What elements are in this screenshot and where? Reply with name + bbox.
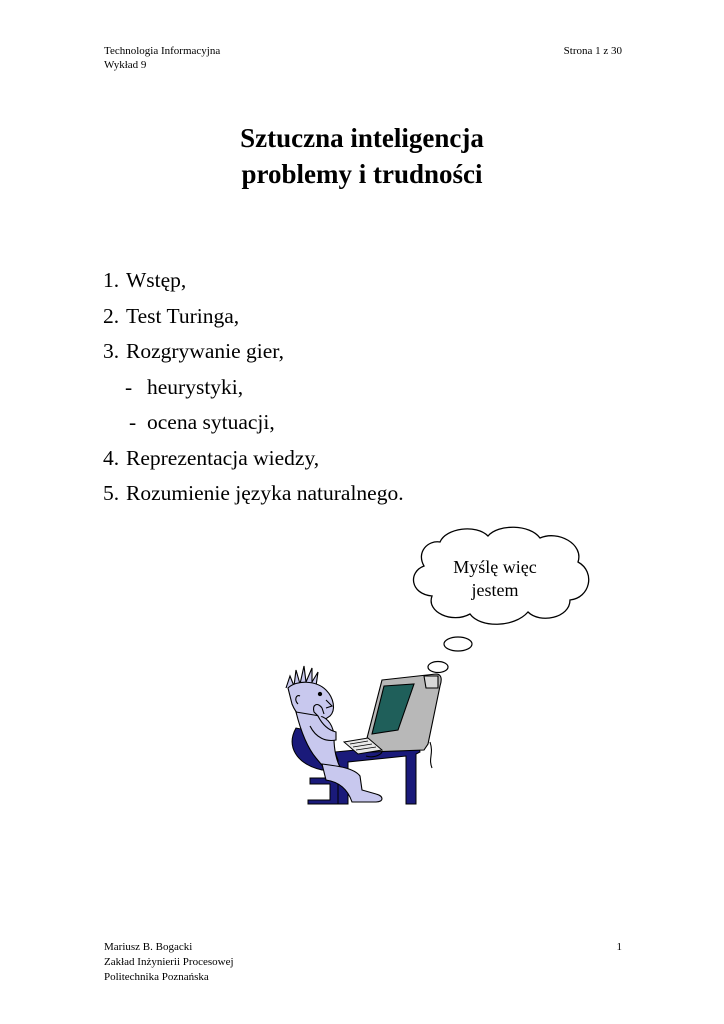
header-page-label: Strona 1 z 30	[563, 45, 622, 57]
sub-list-dash: -	[129, 410, 137, 434]
list-item-number: 3.	[103, 339, 120, 363]
list-item-text: Rozumienie języka naturalnego.	[126, 481, 404, 505]
header-course-info	[104, 44, 220, 72]
footer-author: Mariusz B. Bogacki	[104, 941, 193, 953]
sub-list-item-text: ocena sytuacji,	[147, 410, 275, 434]
footer-author-info	[104, 940, 234, 985]
title-line-2: problemy i trudności	[241, 159, 483, 189]
list-item-text: Rozgrywanie gier,	[126, 339, 284, 363]
bubble-line-2: jestem	[471, 580, 519, 600]
thought-trail-circles	[428, 637, 472, 673]
footer-page-number: 1	[616, 941, 622, 953]
page-title	[0, 120, 724, 192]
list-item-text: Wstęp,	[126, 268, 187, 292]
sub-list-dash: -	[125, 374, 133, 399]
list-item-number: 1.	[103, 268, 120, 292]
header-lecture: Wykład 9	[104, 59, 147, 71]
sub-list-item-text: heurystyki,	[147, 374, 244, 399]
list-item-text: Test Turinga,	[126, 303, 240, 328]
bubble-line-1: Myślę więc	[453, 557, 537, 577]
title-line-1: Sztuczna inteligencja	[240, 123, 484, 153]
list-item-text: Reprezentacja wiedzy,	[126, 445, 320, 470]
list-item-number: 5.	[103, 481, 120, 505]
footer-department: Zakład Inżynierii Procesowej	[104, 956, 234, 968]
thought-bubble-text	[430, 556, 560, 602]
list-item-number: 4.	[103, 445, 120, 470]
header-course: Technologia Informacyjna	[104, 45, 221, 57]
footer-university: Politechnika Poznańska	[104, 971, 209, 983]
list-item-number: 2.	[103, 303, 120, 328]
